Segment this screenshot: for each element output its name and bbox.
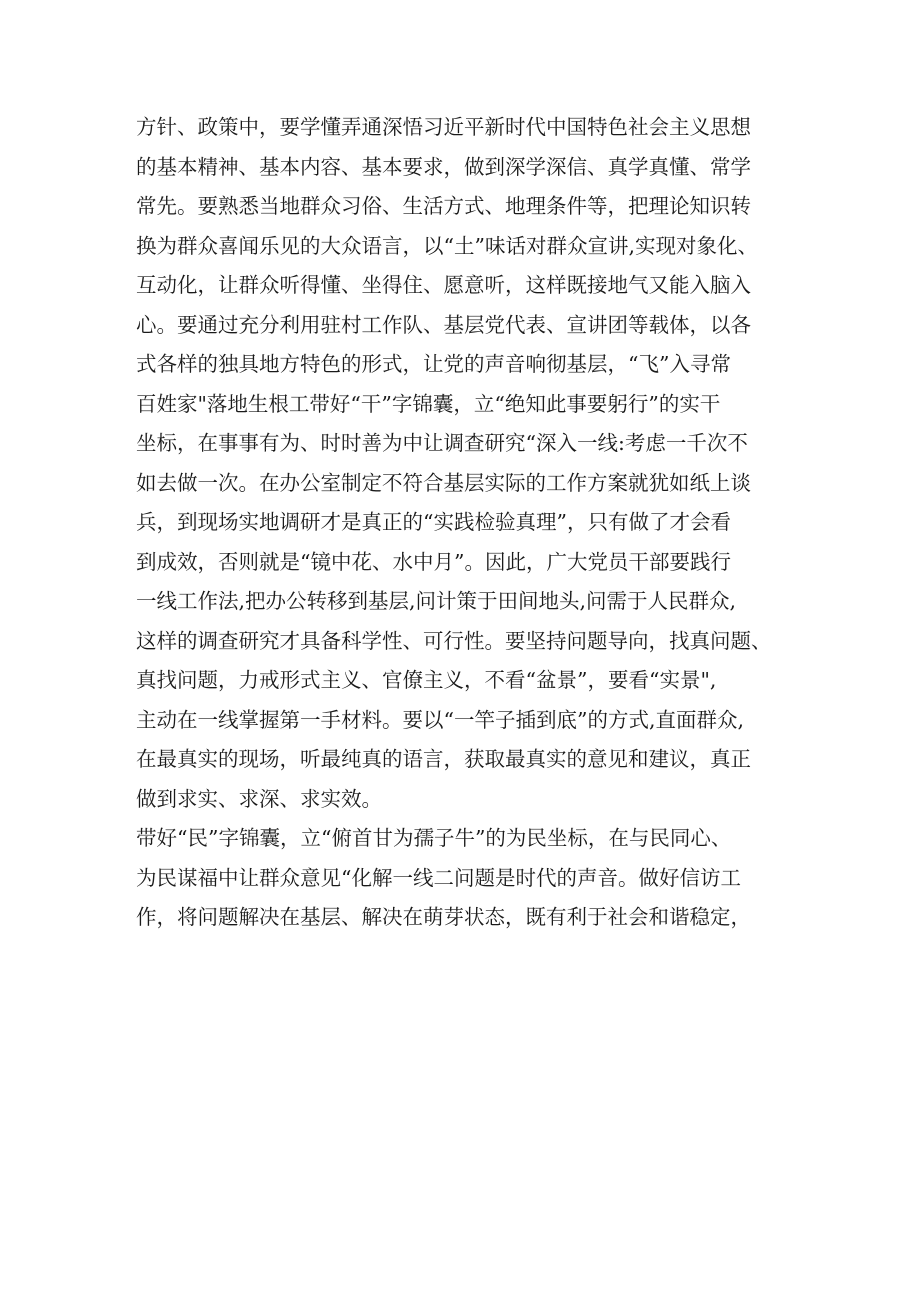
text-line: 为民谋福中让群众意见“化解一线二问题是时代的声音。做好信访工	[136, 865, 741, 890]
text-line: 常先。要熟悉当地群众习俗、生活方式、地理条件等，把理论知识转	[136, 194, 751, 218]
text-line: 做到求实、求深、求实效。	[136, 786, 382, 811]
text-line: 真找问题，力戒形式主义、官僚主义，不看“盆景”，要看“实景",	[136, 668, 717, 692]
text-line: 这样的调查研究才具备科学性、可行性。要坚持问题导向，找真问题、	[136, 628, 772, 653]
text-line: 如去做一次。在办公室制定不符合基层实际的工作方案就犹如纸上谈	[136, 470, 751, 495]
text-line: 一线工作法,把办公转移到基层,问计策于田间地头,问需于人民群众,	[136, 589, 737, 613]
text-line: 在最真实的现场，听最纯真的语言，获取最真实的意见和建议，真正	[136, 747, 751, 771]
body-text	[136, 108, 796, 938]
text-line: 兵，到现场实地调研才是真正的“实践检验真理”，只有做了才会看	[136, 510, 731, 534]
text-line: 到成效，否则就是“镜中花、水中月”。因此，广大党员干部要践行	[136, 549, 731, 574]
text-line: 互动化，让群众听得懂、坐得住、愿意听，这样既接地气又能入脑入	[136, 273, 751, 297]
paragraph-start-line: 带好“民”字锦囊，立“俯首甘为孺子牛”的为民坐标，在与民同心、	[136, 826, 732, 850]
text-line: 坐标，在事事有为、时时善为中让调查研究“深入一线:考虑一千次不	[136, 431, 748, 455]
text-line: 换为群众喜闻乐见的大众语言，以“土”味话对群众宣讲,实现对象化、	[136, 233, 758, 258]
text-line: 心。要通过充分利用驻村工作队、基层党代表、宣讲团等载体，以各	[136, 312, 751, 337]
text-line: 的基本精神、基本内容、基本要求，做到深学深信、真学真懂、常学	[136, 154, 751, 179]
text-line: 式各样的独具地方特色的形式，让党的声音响彻基层，“飞”入寻常	[136, 352, 731, 376]
text-line: 百姓家"落地生根工带好“干”字锦囊，立“绝知此事要躬行”的实干	[136, 391, 721, 416]
text-line: 方针、政策中，要学懂弄通深悟习近平新时代中国特色社会主义思想	[136, 115, 751, 139]
text-line: 主动在一线掌握第一手材料。要以“一竿子插到底”的方式,直面群众,	[136, 707, 744, 732]
text-line: 作，将问题解决在基层、解决在萌芽状态，既有利于社会和谐稳定，	[136, 905, 751, 929]
